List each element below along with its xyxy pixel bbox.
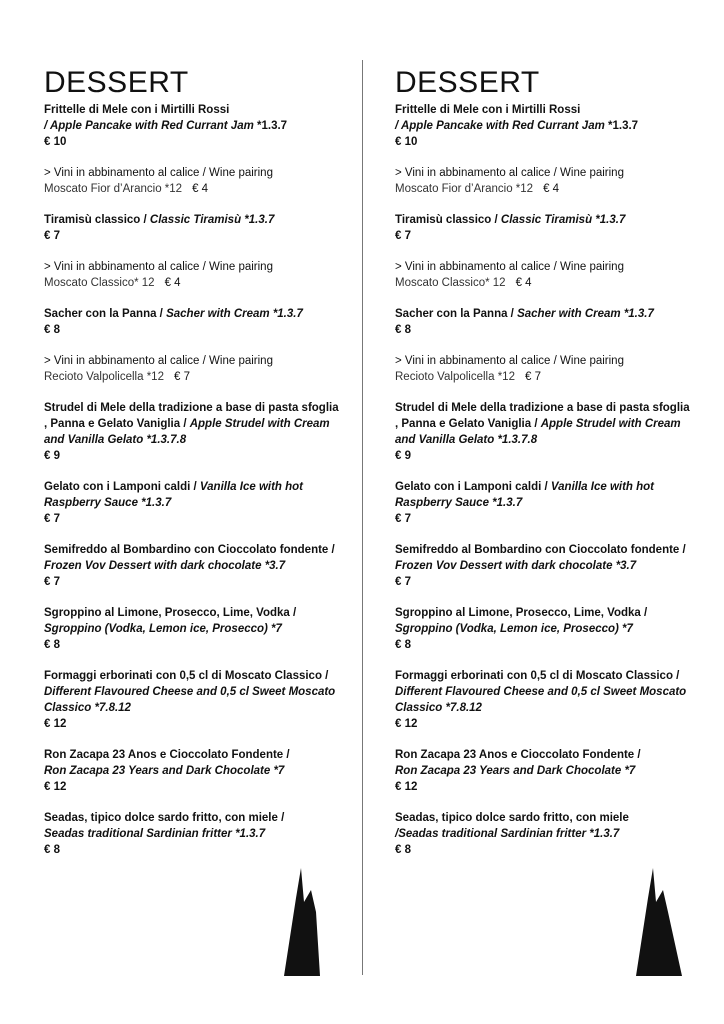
item-name-it: Frittelle di Mele con i Mirtilli Rossi xyxy=(44,104,230,116)
pairing-label: > Vini in abbinamento al calice / Wine pairing xyxy=(44,355,273,367)
item-name-it: Frittelle di Mele con i Mirtilli Rossi xyxy=(395,104,581,116)
item-name xyxy=(395,400,695,448)
pairing-label: > Vini in abbinamento al calice / Wine pairing xyxy=(395,167,624,179)
item-price: € 7 xyxy=(395,576,411,588)
menu-item xyxy=(44,810,344,858)
item-price: € 9 xyxy=(44,450,60,462)
menu-item xyxy=(395,400,695,464)
item-name-it: Strudel di Mele della tradizione a base di pasta sfoglia , Panna e Gelato Vaniglia / xyxy=(44,402,339,430)
item-price: € 12 xyxy=(395,718,418,730)
wine-pairing xyxy=(395,165,695,197)
pairing-price: € 4 xyxy=(515,277,532,289)
item-name xyxy=(44,400,344,448)
item-price: € 8 xyxy=(395,324,411,336)
pairing-wine: Moscato Classico* 12 xyxy=(395,277,506,289)
item-name-it: Ron Zacapa 23 Anos e Cioccolato Fondente / xyxy=(395,749,641,761)
item-allergens: *1.3.7 xyxy=(604,120,639,132)
item-name-en: Different Flavoured Cheese and 0,5 cl Sweet Moscato Classico *7.8.12 xyxy=(395,686,687,714)
item-name-en: Classic Tiramisù *1.3.7 xyxy=(500,214,626,226)
item-name-en: Apple Strudel with Cream and Vanilla Gelato *1.3.7.8 xyxy=(44,418,330,446)
item-price: € 12 xyxy=(395,781,418,793)
item-name xyxy=(395,306,695,322)
item-name xyxy=(44,747,344,779)
item-name xyxy=(44,668,344,716)
menu-item xyxy=(44,542,344,590)
item-name xyxy=(395,542,695,574)
item-name-it: Semifreddo al Bombardino con Cioccolato fondente / xyxy=(395,544,686,556)
item-name-en: Sacher with Cream *1.3.7 xyxy=(166,308,303,320)
item-name xyxy=(44,479,344,511)
pairing-wine: Moscato Fior d’Arancio *12 xyxy=(44,183,183,195)
item-price: € 8 xyxy=(395,639,411,651)
item-name-it: Sacher con la Panna / xyxy=(44,308,167,320)
item-name-en: Vanilla Ice with hot Raspberry Sauce *1.3.7 xyxy=(44,481,304,509)
item-name-it: Semifreddo al Bombardino con Cioccolato fondente / xyxy=(44,544,335,556)
menu-item xyxy=(395,102,695,150)
item-name-it: Gelato con i Lamponi caldi / xyxy=(44,481,200,493)
menu-item xyxy=(395,810,695,858)
pairing-wine: Recioto Valpolicella *12 xyxy=(44,371,164,383)
menu-item xyxy=(44,747,344,795)
pairing-price: € 7 xyxy=(524,371,541,383)
item-price: € 7 xyxy=(395,513,411,525)
pairing-label: > Vini in abbinamento al calice / Wine pairing xyxy=(395,355,624,367)
item-price: € 9 xyxy=(395,450,411,462)
item-name xyxy=(395,668,695,716)
pairing-label: > Vini in abbinamento al calice / Wine pairing xyxy=(395,261,624,273)
item-name-it: Sacher con la Panna / xyxy=(395,308,518,320)
menu-item xyxy=(44,479,344,527)
pairing-price: € 4 xyxy=(543,183,560,195)
menu-column-right xyxy=(395,66,695,873)
item-price: € 7 xyxy=(395,230,411,242)
item-name-en: Different Flavoured Cheese and 0,5 cl Sweet Moscato Classico *7.8.12 xyxy=(44,686,336,714)
item-name-it: Sgroppino al Limone, Prosecco, Lime, Vodka / xyxy=(395,607,648,619)
item-name xyxy=(395,810,695,842)
menu-item xyxy=(395,306,695,338)
item-name-it: Gelato con i Lamponi caldi / xyxy=(395,481,551,493)
item-allergens: *1.3.7 xyxy=(253,120,288,132)
item-name-it: Formaggi erborinati con 0,5 cl di Moscato Classico / xyxy=(395,670,680,682)
item-price: € 12 xyxy=(44,781,67,793)
item-name-en: Frozen Vov Dessert with dark chocolate *3.7 xyxy=(44,560,286,572)
menu-item xyxy=(395,747,695,795)
item-price: € 7 xyxy=(44,230,60,242)
menu-item xyxy=(44,668,344,732)
item-price: € 7 xyxy=(44,576,60,588)
pairing-price: € 4 xyxy=(164,277,181,289)
menu-item xyxy=(44,306,344,338)
item-name-en: Ron Zacapa 23 Years and Dark Chocolate *7 xyxy=(395,765,636,777)
item-name-it: Seadas, tipico dolce sardo fritto, con miele xyxy=(395,812,629,824)
item-name xyxy=(44,212,344,228)
pairing-wine: Moscato Fior d’Arancio *12 xyxy=(395,183,534,195)
item-price: € 7 xyxy=(44,513,60,525)
item-name xyxy=(395,212,695,228)
item-name-en: Apple Strudel with Cream and Vanilla Gelato *1.3.7.8 xyxy=(395,418,681,446)
menu-item xyxy=(44,400,344,464)
item-name-en: Sgroppino (Vodka, Lemon ice, Prosecco) *7 xyxy=(44,623,282,635)
menu-item xyxy=(395,212,695,244)
mountain-peaks-icon xyxy=(284,860,334,976)
menu-item xyxy=(395,542,695,590)
item-name-en: Sgroppino (Vodka, Lemon ice, Prosecco) *7 xyxy=(395,623,633,635)
item-name xyxy=(395,747,695,779)
item-name xyxy=(44,306,344,322)
menu-title: DESSERT xyxy=(395,66,540,99)
item-name xyxy=(395,479,695,511)
wine-pairing xyxy=(44,165,344,197)
item-name-en: Ron Zacapa 23 Years and Dark Chocolate *7 xyxy=(44,765,285,777)
item-price: € 12 xyxy=(44,718,67,730)
pairing-wine: Recioto Valpolicella *12 xyxy=(395,371,515,383)
item-name-en: / Apple Pancake with Red Currant Jam xyxy=(44,120,254,132)
menu-item xyxy=(44,102,344,150)
item-name-en: /Seadas traditional Sardinian fritter *1.3.7 xyxy=(395,828,620,840)
item-name xyxy=(44,542,344,574)
column-divider xyxy=(362,60,363,975)
item-price: € 10 xyxy=(395,136,418,148)
pairing-price: € 4 xyxy=(192,183,209,195)
item-name-it: Sgroppino al Limone, Prosecco, Lime, Vodka / xyxy=(44,607,297,619)
wine-pairing xyxy=(44,259,344,291)
item-name-it: Tiramisù classico / xyxy=(44,214,150,226)
item-price: € 10 xyxy=(44,136,67,148)
menu-item xyxy=(395,479,695,527)
item-price: € 8 xyxy=(44,324,60,336)
item-name-it: Ron Zacapa 23 Anos e Cioccolato Fondente / xyxy=(44,749,290,761)
menu-title: DESSERT xyxy=(44,66,189,99)
item-name-en: Classic Tiramisù *1.3.7 xyxy=(149,214,275,226)
item-name-en: Frozen Vov Dessert with dark chocolate *3.7 xyxy=(395,560,637,572)
item-name-en: Vanilla Ice with hot Raspberry Sauce *1.3.7 xyxy=(395,481,655,509)
item-name-en: / Apple Pancake with Red Currant Jam xyxy=(395,120,605,132)
item-name-it: Tiramisù classico / xyxy=(395,214,501,226)
item-name-it: Strudel di Mele della tradizione a base di pasta sfoglia , Panna e Gelato Vaniglia / xyxy=(395,402,690,430)
menu-item xyxy=(44,605,344,653)
item-price: € 8 xyxy=(44,844,60,856)
item-name xyxy=(44,605,344,637)
wine-pairing xyxy=(395,259,695,291)
item-name-en: Sacher with Cream *1.3.7 xyxy=(517,308,654,320)
item-name xyxy=(44,810,344,842)
item-name-en: Seadas traditional Sardinian fritter *1.3.7 xyxy=(44,828,266,840)
item-price: € 8 xyxy=(44,639,60,651)
item-price: € 8 xyxy=(395,844,411,856)
pairing-price: € 7 xyxy=(173,371,190,383)
wine-pairing xyxy=(395,353,695,385)
item-name xyxy=(44,102,344,134)
item-name-it: Seadas, tipico dolce sardo fritto, con miele / xyxy=(44,812,285,824)
item-name xyxy=(395,605,695,637)
pairing-wine: Moscato Classico* 12 xyxy=(44,277,155,289)
pairing-label: > Vini in abbinamento al calice / Wine pairing xyxy=(44,261,273,273)
menu-item xyxy=(44,212,344,244)
wine-pairing xyxy=(44,353,344,385)
item-name-it: Formaggi erborinati con 0,5 cl di Moscato Classico / xyxy=(44,670,329,682)
menu-column-left xyxy=(44,66,344,873)
menu-item xyxy=(395,668,695,732)
mountain-peaks-icon xyxy=(636,862,686,976)
item-name xyxy=(395,102,695,134)
pairing-label: > Vini in abbinamento al calice / Wine pairing xyxy=(44,167,273,179)
menu-item xyxy=(395,605,695,653)
